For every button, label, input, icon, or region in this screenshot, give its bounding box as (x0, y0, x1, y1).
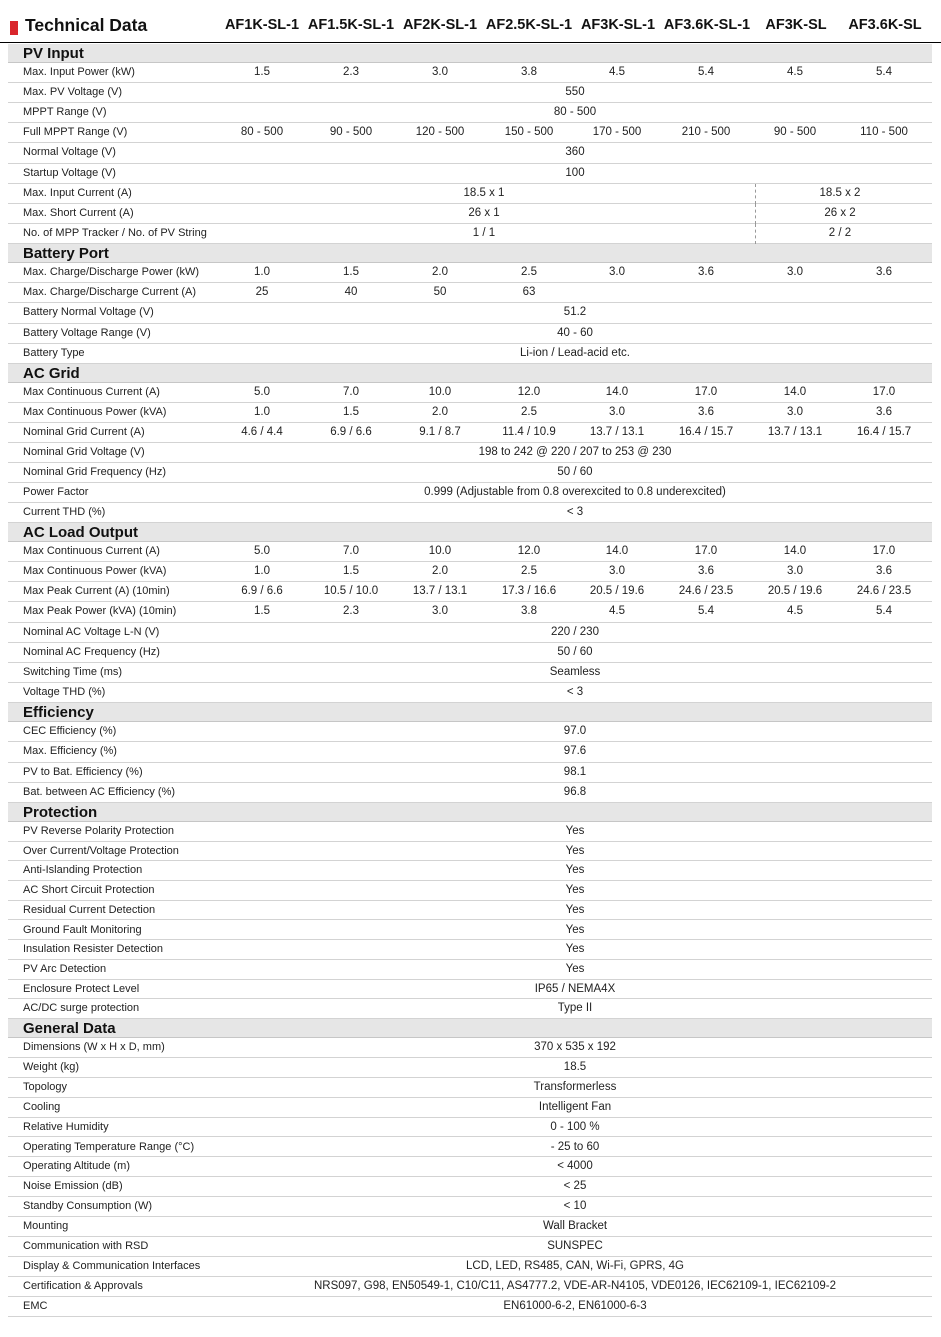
spec-label: Cooling (23, 1100, 61, 1113)
spec-value-merged: < 10 (563, 1200, 587, 1213)
spec-value-merged: 220 / 230 (551, 625, 599, 638)
spec-value: 6.9 / 6.6 (241, 585, 283, 598)
spec-label: Max Peak Current (A) (10min) (23, 585, 170, 598)
spec-label: Battery Type (23, 346, 85, 359)
spec-row (8, 623, 932, 643)
spec-row (8, 324, 932, 344)
spec-value: 25 (255, 286, 269, 299)
spec-row (8, 263, 932, 283)
spec-label: EMC (23, 1299, 48, 1312)
spec-label: Max Continuous Current (A) (23, 386, 160, 398)
spec-value: 7.0 (343, 545, 359, 557)
spec-value: 4.5 (609, 66, 625, 78)
model-header: AF2.5K-SL-1 (485, 17, 573, 33)
spec-value: 9.1 / 8.7 (419, 426, 461, 438)
spec-label: No. of MPP Tracker / No. of PV String (23, 226, 207, 239)
model-header: AF2K-SL-1 (402, 17, 478, 33)
spec-value-merged: 80 - 500 (553, 106, 597, 119)
spec-value-merged: 100 (565, 166, 585, 179)
spec-row (8, 722, 932, 742)
spec-value-merged: Yes (565, 884, 585, 897)
spec-value: 3.8 (521, 66, 537, 78)
spec-row (8, 303, 932, 323)
spec-value-merged: Yes (565, 825, 585, 837)
spec-value-single-mppt: 26 x 1 (468, 206, 500, 219)
spec-row (8, 1217, 932, 1237)
spec-label: Max Continuous Power (kVA) (23, 565, 167, 578)
spec-row (8, 783, 932, 803)
spec-value-merged: 51.2 (563, 306, 587, 319)
spec-value-merged: 360 (565, 146, 585, 159)
section-title: PV Input (23, 45, 84, 62)
spec-label: Startup Voltage (V) (23, 166, 116, 179)
spec-value: 120 - 500 (415, 126, 465, 139)
spec-label: Mounting (23, 1220, 69, 1233)
spec-value: 3.0 (432, 66, 448, 78)
spec-value-merged: - 25 to 60 (550, 1140, 600, 1153)
spec-row (8, 503, 932, 523)
spec-value-merged: 97.0 (563, 725, 587, 737)
section-title: General Data (23, 1020, 116, 1037)
spec-row (8, 663, 932, 683)
spec-value: 3.8 (521, 605, 537, 618)
spec-value: 11.4 / 10.9 (502, 426, 556, 438)
spec-row (8, 602, 932, 622)
spec-value: 3.6 (698, 266, 714, 278)
spec-row (8, 683, 932, 703)
model-header: AF3K-SL (765, 17, 827, 33)
spec-value: 2.0 (432, 565, 448, 578)
spec-value-merged: 50 / 60 (557, 645, 593, 658)
spec-row (8, 999, 932, 1019)
spec-value: 14.0 (605, 386, 629, 398)
spec-label: Battery Normal Voltage (V) (23, 306, 154, 319)
spec-label: Normal Voltage (V) (23, 146, 116, 159)
spec-value: 4.5 (609, 605, 625, 618)
spec-value: 14.0 (605, 545, 629, 557)
spec-value: 16.4 / 15.7 (678, 426, 734, 438)
spec-row (8, 1277, 932, 1297)
spec-value-single-mppt: 1 / 1 (472, 226, 496, 239)
spec-row (8, 643, 932, 663)
spec-label: Max Continuous Current (A) (23, 545, 160, 557)
spec-value: 210 - 500 (681, 126, 731, 139)
section-title: Efficiency (23, 704, 94, 721)
spec-value: 1.5 (254, 605, 270, 618)
spec-row (8, 403, 932, 423)
spec-label: Max. Input Current (A) (23, 186, 132, 199)
spec-value: 3.6 (876, 266, 892, 278)
spec-value-merged: Wall Bracket (542, 1220, 608, 1233)
spec-label: Max Continuous Power (kVA) (23, 406, 167, 418)
spec-value-merged: 370 x 535 x 192 (534, 1041, 616, 1053)
spec-value: 5.4 (876, 66, 892, 78)
red-marker-icon (10, 21, 18, 35)
spec-row (8, 542, 932, 562)
spec-value-dual-mppt: 18.5 x 2 (819, 186, 861, 199)
spec-value: 150 - 500 (504, 126, 554, 139)
spec-value: 170 - 500 (592, 126, 642, 139)
spec-label: Residual Current Detection (23, 903, 156, 916)
spec-label: Over Current/Voltage Protection (23, 844, 179, 857)
spec-value-merged: 0.999 (Adjustable from 0.8 overexcited to 0.8 underexcited) (424, 486, 726, 498)
spec-value-merged: IP65 / NEMA4X (534, 982, 616, 995)
spec-value: 10.0 (428, 386, 452, 398)
spec-value: 90 - 500 (773, 126, 817, 139)
spec-value: 1.0 (254, 266, 270, 278)
spec-value: 40 (344, 286, 358, 299)
spec-row (8, 204, 932, 224)
spec-value: 3.0 (787, 565, 803, 578)
spec-value-merged: LCD, LED, RS485, CAN, Wi-Fi, GPRS, 4G (466, 1259, 684, 1272)
spec-value: 1.5 (343, 266, 359, 278)
spec-value: 3.6 (876, 565, 892, 578)
spec-label: Insulation Resister Detection (23, 943, 164, 956)
model-header: AF3K-SL-1 (580, 17, 656, 33)
spec-row (8, 1157, 932, 1177)
spec-value-merged: Type II (557, 1002, 593, 1015)
spec-label: Max. Short Current (A) (23, 206, 134, 219)
spec-label: Power Factor (23, 486, 89, 498)
spec-row (8, 1297, 932, 1317)
section-title: AC Grid (23, 365, 80, 382)
spec-value-merged: Yes (565, 903, 585, 916)
spec-value: 16.4 / 15.7 (856, 426, 912, 438)
spec-label: Nominal Grid Voltage (V) (23, 446, 145, 458)
spec-value: 3.0 (609, 565, 625, 578)
spec-label: Certification & Approvals (23, 1279, 143, 1292)
spec-row (8, 921, 932, 941)
spec-label: Operating Altitude (m) (23, 1160, 130, 1173)
spec-value: 7.0 (343, 386, 359, 398)
spec-value: 5.4 (698, 66, 714, 78)
spec-value: 13.7 / 13.1 (412, 585, 468, 598)
spec-value-merged: Yes (565, 864, 585, 877)
spec-row (8, 562, 932, 582)
spec-label: Topology (23, 1080, 68, 1093)
spec-row (8, 283, 932, 303)
spec-value-merged: 18.5 (563, 1060, 587, 1073)
spec-value-merged: 198 to 242 @ 220 / 207 to 253 @ 230 (478, 446, 672, 458)
spec-value: 12.0 (517, 386, 541, 398)
section-general-data (8, 1019, 932, 1038)
spec-value-merged: < 3 (566, 685, 584, 698)
spec-label: Max. Charge/Discharge Current (A) (23, 286, 197, 299)
section-protection (8, 803, 932, 822)
spec-label: MPPT Range (V) (23, 106, 107, 119)
spec-row (8, 582, 932, 602)
spec-value: 14.0 (783, 545, 807, 557)
spec-value: 2.5 (521, 406, 537, 418)
spec-label: Operating Temperature Range (°C) (23, 1140, 195, 1153)
spec-value: 3.6 (698, 406, 714, 418)
spec-value: 3.0 (787, 406, 803, 418)
spec-row (8, 483, 932, 503)
page-title: Technical Data (25, 15, 148, 35)
spec-value: 3.0 (432, 605, 448, 618)
spec-value-merged: Seamless (549, 665, 601, 678)
spec-value: 3.0 (609, 406, 625, 418)
spec-label: Enclosure Protect Level (23, 982, 140, 995)
spec-value: 1.0 (254, 406, 270, 418)
spec-row (8, 184, 932, 204)
spec-row (8, 103, 932, 123)
spec-value: 2.3 (343, 605, 359, 618)
spec-value: 13.7 / 13.1 (589, 426, 645, 438)
spec-value-merged: Transformerless (533, 1080, 617, 1093)
spec-value-dual-mppt: 26 x 2 (824, 206, 856, 219)
spec-value-merged: < 25 (563, 1180, 587, 1193)
spec-label: Display & Communication Interfaces (23, 1259, 201, 1272)
section-title: Protection (23, 804, 98, 821)
spec-label: Communication with RSD (23, 1240, 149, 1252)
spec-row (8, 1118, 932, 1138)
spec-value: 4.5 (787, 66, 803, 78)
model-header: AF3.6K-SL (848, 17, 922, 33)
spec-row (8, 143, 932, 163)
spec-label: Voltage THD (%) (23, 685, 106, 698)
spec-value: 63 (522, 286, 536, 299)
spec-row (8, 763, 932, 783)
spec-row (8, 83, 932, 103)
section-title: Battery Port (23, 245, 109, 262)
spec-label: Dimensions (W x H x D, mm) (23, 1041, 165, 1053)
column-divider (755, 204, 756, 224)
spec-value-single-mppt: 18.5 x 1 (463, 186, 505, 199)
spec-label: Nominal AC Frequency (Hz) (23, 645, 160, 658)
spec-label: AC/DC surge protection (23, 1002, 140, 1015)
spec-row (8, 881, 932, 901)
spec-label: Max Peak Power (kVA) (10min) (23, 605, 177, 618)
spec-row (8, 123, 932, 143)
spec-value: 17.0 (694, 545, 718, 557)
spec-label: AC Short Circuit Protection (23, 884, 155, 897)
spec-value: 17.0 (872, 386, 896, 398)
spec-value: 14.0 (783, 386, 807, 398)
spec-value: 6.9 / 6.6 (330, 426, 372, 438)
spec-row (8, 940, 932, 960)
spec-row (8, 1257, 932, 1277)
spec-value: 5.0 (254, 386, 270, 398)
spec-value: 2.0 (432, 266, 448, 278)
spec-value-merged: Yes (565, 962, 585, 975)
spec-label: Anti-Islanding Protection (23, 864, 143, 877)
spec-value-merged: < 4000 (557, 1160, 593, 1173)
spec-value: 4.6 / 4.4 (241, 426, 283, 438)
spec-label: Battery Voltage Range (V) (23, 326, 151, 339)
spec-row (8, 1197, 932, 1217)
spec-value-merged: Yes (565, 844, 585, 857)
spec-value: 10.0 (428, 545, 452, 557)
spec-value-merged: 98.1 (563, 765, 587, 778)
spec-label: Noise Emission (dB) (23, 1180, 123, 1193)
spec-value: 3.6 (698, 565, 714, 578)
spec-label: Nominal AC Voltage L-N (V) (23, 625, 160, 638)
spec-row (8, 443, 932, 463)
spec-label: Relative Humidity (23, 1120, 109, 1133)
spec-label: Max. Input Power (kW) (23, 66, 135, 78)
spec-value-merged: 50 / 60 (557, 466, 593, 478)
spec-label: Ground Fault Monitoring (23, 923, 142, 936)
spec-row (8, 1098, 932, 1118)
spec-value: 17.0 (694, 386, 718, 398)
spec-value: 20.5 / 19.6 (767, 585, 823, 598)
spec-row (8, 164, 932, 184)
spec-label: Full MPPT Range (V) (23, 126, 128, 139)
spec-value: 3.6 (876, 406, 892, 418)
spec-value: 24.6 / 23.5 (678, 585, 734, 598)
spec-row (8, 842, 932, 862)
spec-label: CEC Efficiency (%) (23, 725, 117, 737)
spec-value: 20.5 / 19.6 (589, 585, 645, 598)
spec-row (8, 861, 932, 881)
spec-value: 13.7 / 13.1 (767, 426, 823, 438)
spec-value-merged: 550 (565, 86, 585, 99)
spec-value: 5.4 (876, 605, 892, 618)
spec-value: 80 - 500 (240, 126, 284, 139)
section-efficiency (8, 703, 932, 722)
spec-label: PV Arc Detection (23, 962, 107, 975)
spec-value-merged: Yes (565, 923, 585, 936)
spec-row (8, 63, 932, 83)
model-header: AF3.6K-SL-1 (663, 17, 751, 33)
spec-row (8, 901, 932, 921)
section-title: AC Load Output (23, 524, 138, 541)
model-header: AF1K-SL-1 (224, 17, 300, 33)
spec-row (8, 1078, 932, 1098)
spec-value: 110 - 500 (860, 126, 908, 139)
spec-value-merged: Li-ion / Lead-acid etc. (520, 346, 630, 359)
spec-row (8, 1237, 932, 1257)
spec-value: 1.5 (343, 565, 359, 578)
spec-row (8, 1058, 932, 1078)
section-pv-input (8, 44, 932, 63)
spec-value: 3.0 (787, 266, 803, 278)
spec-value-merged: Intelligent Fan (538, 1100, 612, 1113)
spec-value: 2.5 (521, 565, 537, 578)
spec-value: 24.6 / 23.5 (856, 585, 912, 598)
spec-label: Switching Time (ms) (23, 665, 123, 678)
spec-row (8, 1177, 932, 1197)
section-battery-port (8, 244, 932, 263)
spec-label: Bat. between AC Efficiency (%) (23, 785, 176, 798)
spec-value: 12.0 (517, 545, 541, 557)
table-header (0, 12, 941, 43)
spec-label: Max. PV Voltage (V) (23, 86, 123, 99)
spec-row (8, 822, 932, 842)
spec-value-dual-mppt: 2 / 2 (828, 226, 852, 239)
spec-value: 4.5 (787, 605, 803, 618)
spec-label: Max. Charge/Discharge Power (kW) (23, 266, 200, 278)
spec-value-merged: SUNSPEC (547, 1240, 603, 1252)
spec-value: 5.0 (254, 545, 270, 557)
model-header: AF1.5K-SL-1 (307, 17, 395, 33)
spec-row (8, 344, 932, 364)
spec-label: Nominal Grid Current (A) (23, 426, 145, 438)
spec-value-merged: < 3 (566, 506, 584, 518)
spec-value: 17.3 / 16.6 (501, 585, 557, 598)
spec-row (8, 423, 932, 443)
spec-value-merged: 96.8 (563, 785, 587, 798)
spec-value-merged: 40 - 60 (557, 326, 593, 339)
spec-value: 1.5 (343, 406, 359, 418)
spec-label: Standby Consumption (W) (23, 1200, 152, 1213)
spec-row (8, 1138, 932, 1158)
section-ac-load-output (8, 523, 932, 542)
spec-value: 5.4 (698, 605, 714, 618)
section-ac-grid (8, 364, 932, 383)
column-divider (755, 224, 756, 244)
spec-value: 2.5 (521, 266, 537, 278)
spec-value: 50 (433, 286, 447, 299)
spec-value: 2.0 (432, 406, 448, 418)
spec-label: Nominal Grid Frequency (Hz) (23, 466, 167, 478)
spec-value: 17.0 (872, 545, 896, 557)
spec-value-merged: 97.6 (563, 745, 587, 758)
spec-row (8, 383, 932, 403)
spec-value: 10.5 / 10.0 (323, 585, 379, 598)
spec-row (8, 742, 932, 762)
spec-value-merged: 0 - 100 % (550, 1120, 600, 1133)
spec-row (8, 980, 932, 1000)
spec-value: 90 - 500 (329, 126, 373, 139)
spec-value: 1.5 (254, 66, 270, 78)
spec-row (8, 1038, 932, 1058)
spec-label: Weight (kg) (23, 1060, 80, 1073)
spec-label: PV to Bat. Efficiency (%) (23, 765, 143, 778)
spec-row (8, 224, 932, 244)
spec-value-merged: EN61000-6-2, EN61000-6-3 (503, 1299, 647, 1312)
spec-row (8, 960, 932, 980)
spec-label: PV Reverse Polarity Protection (23, 825, 175, 837)
column-divider (755, 184, 756, 204)
spec-label: Max. Efficiency (%) (23, 745, 117, 758)
spec-value-merged: Yes (565, 943, 585, 956)
spec-value: 2.3 (343, 66, 359, 78)
spec-value: 1.0 (254, 565, 270, 578)
spec-value-merged: NRS097, G98, EN50549-1, C10/C11, AS4777.2, VDE-AR-N4105, VDE0126, IEC62109-1, IEC62109-2 (313, 1279, 837, 1292)
spec-row (8, 463, 932, 483)
spec-label: Current THD (%) (23, 506, 106, 518)
spec-value: 3.0 (609, 266, 625, 278)
